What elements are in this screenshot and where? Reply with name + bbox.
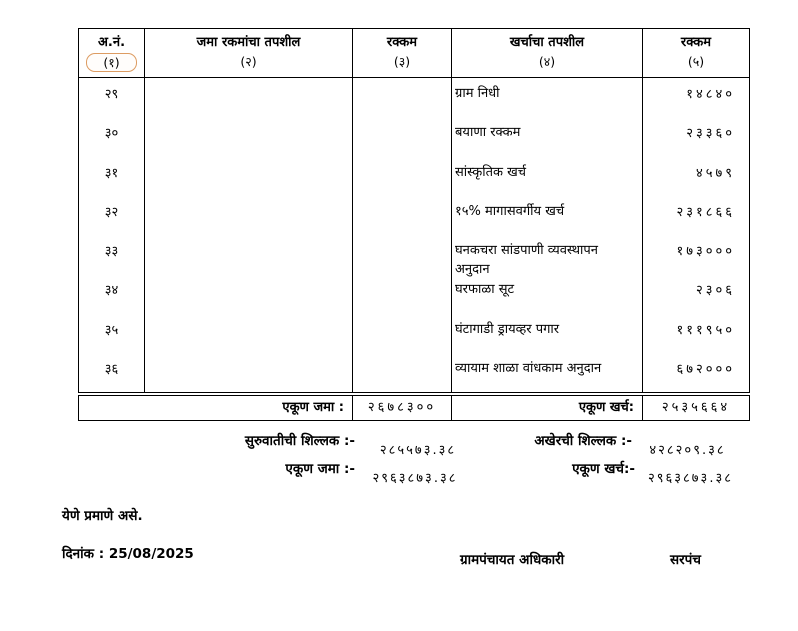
credit-amount-cell bbox=[353, 117, 452, 156]
header-cell-2 bbox=[145, 29, 353, 77]
credit-amount-cell bbox=[353, 314, 452, 353]
credit-amount-cell bbox=[353, 353, 452, 392]
header-cell-1 bbox=[79, 29, 145, 77]
sr-number: ३१ bbox=[79, 157, 145, 196]
expense-detail-cell: घरफाळा सूट bbox=[452, 274, 643, 313]
credit-detail-cell bbox=[145, 353, 353, 392]
header-number: (४) bbox=[538, 54, 556, 69]
account-table bbox=[78, 28, 750, 393]
closing-balance-label: अखेरची शिल्लक :- bbox=[534, 433, 632, 449]
credit-detail-cell bbox=[145, 235, 353, 274]
expense-detail-cell: व्यायाम शाळा वांधकाम अनुदान bbox=[452, 353, 643, 392]
header-number: (३) bbox=[393, 54, 411, 69]
expense-amount-cell: १७३००० bbox=[676, 244, 735, 260]
header-number: (५) bbox=[687, 54, 705, 69]
sr-number: ३० bbox=[79, 117, 145, 156]
credit-amount-cell bbox=[353, 157, 452, 196]
header-label: रक्कम bbox=[386, 35, 418, 50]
grand-expense-label: एकूण खर्च:- bbox=[572, 461, 635, 477]
header-number bbox=[79, 53, 144, 72]
sr-number: ३६ bbox=[79, 353, 145, 392]
closing-balance-value: ४२८२०९.३८ bbox=[649, 443, 726, 458]
sr-number: ३४ bbox=[79, 274, 145, 313]
header-label: खर्चाचा तपशील bbox=[509, 35, 585, 50]
expense-detail-cell: घनकचरा सांडपाणी व्यवस्थापन अनुदान bbox=[452, 235, 643, 274]
table-body bbox=[79, 78, 749, 392]
opening-balance-value: २८५५७३.३८ bbox=[379, 443, 457, 458]
header-cell-3 bbox=[353, 29, 452, 77]
opening-balance-label: सुरुवातीची शिल्लक :- bbox=[244, 433, 355, 449]
credit-detail-cell bbox=[145, 196, 353, 235]
expense-amount-cell: ४५७९ bbox=[695, 165, 735, 181]
expense-amount-cell: ६७२००० bbox=[676, 362, 735, 378]
focused-cell-ring[interactable]: (१) bbox=[86, 53, 136, 72]
header-cell-5 bbox=[643, 29, 749, 77]
header-label: रक्कम bbox=[680, 35, 712, 50]
expense-detail-cell: घंटागाडी ड्रायव्हर पगार bbox=[452, 314, 643, 353]
expense-detail-cell: सांस्कृतिक खर्च bbox=[452, 157, 643, 196]
grand-credit-value: २९६३८७३.३८ bbox=[372, 471, 458, 486]
certify-text: येणे प्रमाणे असे. bbox=[62, 508, 143, 524]
sr-number: २९ bbox=[79, 78, 145, 117]
credit-detail-cell bbox=[145, 274, 353, 313]
credit-amount-cell bbox=[353, 274, 452, 313]
table-header bbox=[79, 29, 749, 78]
expense-detail-cell: १५% मागासवर्गीय खर्च bbox=[452, 196, 643, 235]
total-expense-amount: २५३५६६४ bbox=[661, 400, 731, 415]
credit-detail-cell bbox=[145, 78, 353, 117]
date-label: दिनांक : 25/08/2025 bbox=[62, 546, 194, 562]
header-number: (२) bbox=[240, 54, 257, 69]
total-credit-amount: २६७८३०० bbox=[353, 396, 452, 420]
grand-expense-value: २९६३८७३.३८ bbox=[648, 471, 733, 486]
sarpanch-signature-label: सरपंच bbox=[670, 552, 701, 568]
header-cell-4 bbox=[452, 29, 643, 77]
credit-amount-cell bbox=[353, 78, 452, 117]
total-expense-label: एकूण खर्च: bbox=[452, 396, 643, 420]
expense-amount-cell: १४८४० bbox=[686, 87, 735, 102]
sr-number: ३३ bbox=[79, 235, 145, 274]
header-label: जमा रकमांचा तपशील bbox=[196, 35, 301, 50]
header-label: अ.नं. bbox=[97, 35, 126, 50]
expense-amount-cell: २३०६ bbox=[695, 283, 735, 299]
officer-signature-label: ग्रामपंचायत अधिकारी bbox=[460, 552, 565, 568]
expense-amount-cell: २३१८६६ bbox=[676, 204, 735, 220]
sr-number: ३५ bbox=[79, 314, 145, 353]
expense-amount-cell: १११९५० bbox=[676, 322, 735, 338]
total-credit-label: एकूण जमा : bbox=[79, 396, 353, 420]
sr-number: ३२ bbox=[79, 196, 145, 235]
totals-row bbox=[78, 395, 750, 421]
credit-amount-cell bbox=[353, 196, 452, 235]
grand-credit-label: एकूण जमा :- bbox=[285, 461, 355, 477]
credit-detail-cell bbox=[145, 157, 353, 196]
credit-detail-cell bbox=[145, 117, 353, 156]
expense-amount-cell: २३३६० bbox=[686, 126, 735, 142]
expense-detail-cell: बयाणा रक्कम bbox=[452, 117, 643, 156]
expense-detail-cell: ग्राम निधी bbox=[452, 78, 643, 117]
credit-detail-cell bbox=[145, 314, 353, 353]
credit-amount-cell bbox=[353, 235, 452, 274]
